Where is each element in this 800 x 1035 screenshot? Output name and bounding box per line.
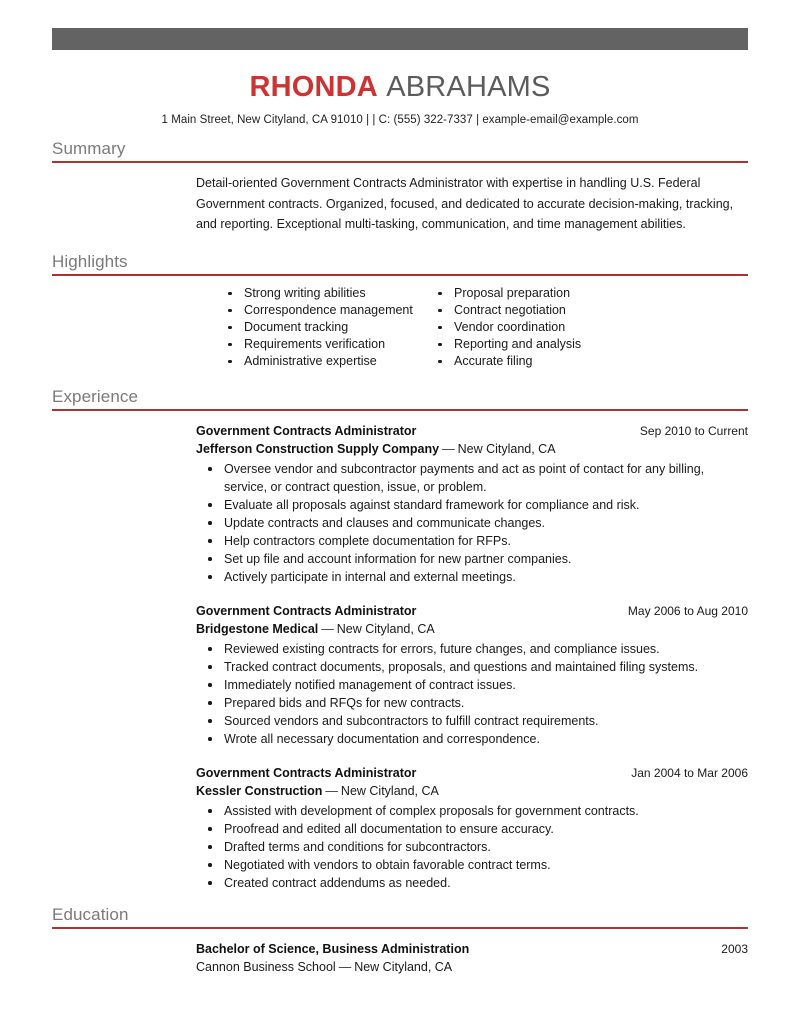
list-item: Assisted with development of complex proposals for government contracts.	[196, 802, 748, 820]
list-item: Document tracking	[220, 319, 430, 336]
experience-list	[52, 413, 748, 892]
resume-content	[52, 138, 748, 976]
list-item: Actively participate in internal and external meetings.	[196, 568, 748, 586]
list-item: Proofread and edited all documentation to ensure accuracy.	[196, 820, 748, 838]
section-divider	[52, 927, 748, 929]
job-bullets	[196, 458, 748, 586]
list-item: Requirements verification	[220, 336, 430, 353]
list-item: Set up file and account information for new partner companies.	[196, 550, 748, 568]
separator-dash: —	[325, 783, 338, 798]
job-dates: Sep 2010 to Current	[639, 423, 748, 438]
education-degree-row	[196, 940, 748, 958]
last-name: ABRAHAMS	[386, 71, 551, 103]
job-title: Government Contracts Administrator	[196, 765, 417, 780]
list-item: Contract negotiation	[430, 302, 630, 319]
highlights-column-left	[220, 285, 430, 370]
first-name: RHONDA	[249, 71, 378, 103]
list-item: Oversee vendor and subcontractor payments and act as point of contact for any billing, service, or contract question, issue, or problem.	[196, 460, 748, 496]
graduation-year: 2003	[721, 941, 748, 956]
spacer	[52, 892, 748, 904]
list-item: Tracked contract documents, proposals, and questions and maintained filing systems.	[196, 658, 748, 676]
separator-dash: —	[321, 621, 334, 636]
list-item: Administrative expertise	[220, 353, 430, 370]
job-title: Government Contracts Administrator	[196, 603, 417, 618]
section-education-title: Education	[52, 904, 129, 924]
section-summary-title: Summary	[52, 139, 126, 158]
job-dates: Jan 2004 to Mar 2006	[631, 765, 748, 780]
section-summary-head	[52, 138, 748, 165]
job-title: Government Contracts Administrator	[196, 423, 417, 438]
section-education	[52, 904, 748, 976]
list-item: Vendor coordination	[430, 319, 630, 336]
list-item: Sourced vendors and subcontractors to fulfill contract requirements.	[196, 712, 748, 730]
school-name: Cannon Business School	[196, 959, 336, 974]
job-bullets	[196, 800, 748, 892]
list-item: Update contracts and clauses and communicate changes.	[196, 514, 748, 532]
experience-entry	[196, 602, 748, 748]
list-item: Reporting and analysis	[430, 336, 630, 353]
list-item: Strong writing abilities	[220, 285, 430, 302]
separator-dash: —	[442, 441, 455, 456]
experience-entry	[196, 422, 748, 586]
experience-title-row	[196, 764, 748, 782]
job-location: New Cityland, CA	[340, 783, 439, 798]
experience-company-row	[196, 440, 748, 458]
highlights-column-right	[430, 285, 630, 370]
section-highlights-title: Highlights	[52, 251, 128, 271]
list-item: Accurate filing	[430, 353, 630, 370]
contact-line: 1 Main Street, New Cityland, CA 91010 | | C: (555) 322-7337 | example-email@example.com	[161, 114, 639, 126]
list-item: Drafted terms and conditions for subcontractors.	[196, 838, 748, 856]
section-divider	[52, 161, 748, 163]
list-item: Negotiated with vendors to obtain favorable contract terms.	[196, 856, 748, 874]
spacer	[52, 235, 748, 251]
list-item: Evaluate all proposals against standard framework for compliance and risk.	[196, 496, 748, 514]
separator-dash: —	[338, 959, 352, 974]
job-company: Jefferson Construction Supply Company	[196, 441, 440, 456]
job-location: New Cityland, CA	[457, 441, 556, 456]
page-title	[52, 70, 748, 104]
list-item: Immediately notified management of contract issues.	[196, 676, 748, 694]
section-experience-title: Experience	[52, 386, 139, 406]
experience-title-row	[196, 602, 748, 620]
list-item: Prepared bids and RFQs for new contracts.	[196, 694, 748, 712]
section-education-head	[52, 904, 748, 931]
job-dates: May 2006 to Aug 2010	[627, 603, 748, 618]
spacer	[52, 370, 748, 386]
list-item: Help contractors complete documentation for RFPs.	[196, 532, 748, 550]
section-experience-head	[52, 386, 748, 413]
list-item: Wrote all necessary documentation and correspondence.	[196, 730, 748, 748]
list-item: Proposal preparation	[430, 285, 630, 302]
job-company: Kessler Construction	[196, 783, 323, 798]
experience-company-row	[196, 782, 748, 800]
section-summary	[52, 138, 748, 235]
experience-entry	[196, 764, 748, 892]
section-experience	[52, 386, 748, 892]
education-entry	[196, 940, 748, 976]
header-accent-bar	[52, 28, 748, 50]
list-item: Created contract addendums as needed.	[196, 874, 748, 892]
job-bullets	[196, 638, 748, 748]
education-school-row	[196, 958, 748, 976]
job-company: Bridgestone Medical	[196, 621, 319, 636]
education-list	[52, 931, 748, 976]
name-block	[52, 70, 748, 128]
summary-text: Detail-oriented Government Contracts Administrator with expertise in handling U.S. Federal Government contracts. Organized, focused, and dedicated to accurate decision-making, tracking, and reporting. Exceptional multi-tasking, communication, and time management abilities.	[196, 176, 734, 231]
highlights-columns	[52, 278, 748, 370]
list-item: Correspondence management	[220, 302, 430, 319]
section-divider	[52, 274, 748, 276]
section-divider	[52, 409, 748, 411]
school-location: New Cityland, CA	[354, 959, 453, 974]
experience-title-row	[196, 422, 748, 440]
degree: Bachelor of Science, Business Administration	[196, 941, 470, 956]
section-highlights-head	[52, 251, 748, 278]
job-location: New Cityland, CA	[336, 621, 435, 636]
section-summary-body	[52, 165, 748, 235]
section-highlights	[52, 251, 748, 370]
experience-company-row	[196, 620, 748, 638]
list-item: Reviewed existing contracts for errors, future changes, and compliance issues.	[196, 640, 748, 658]
